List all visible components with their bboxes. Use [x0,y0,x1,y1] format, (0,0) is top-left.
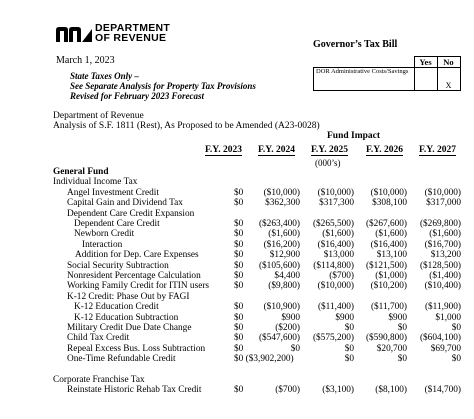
row-value: $0 [344,354,354,365]
row-value: $0 [234,302,244,313]
analysis-notes [70,71,256,101]
table-row [0,250,474,260]
row-value: $900 [281,312,300,323]
row-value: ($121,500) [365,260,407,271]
row-value: $0 [234,385,244,396]
row-value: ($265,500) [312,219,354,229]
row-label: Capital Gain and Dividend Tax [67,198,183,209]
fy-column-header: F.Y. 2025 [311,145,349,155]
row-value: $0 [397,354,407,365]
row-label: Repeal Excess Bus. Loss Subtraction [67,343,206,354]
table-row [0,302,474,312]
row-value: $0 [344,343,354,354]
row-value: ($10,000) [317,187,354,198]
row-value: ($16,200) [263,239,300,250]
row-label: Dependent Care Credit Expansion [67,208,195,219]
logo-line-2: OF REVENUE [95,32,167,44]
table-row [0,281,474,291]
table-row [0,219,474,229]
row-label: Nonresident Percentage Calculation [67,271,201,281]
mn-logo-mark-icon [56,27,92,42]
table-row [0,313,474,323]
row-value: $13,200 [430,250,461,261]
row-label: One-Time Refundable Credit [67,354,176,365]
table-row [0,271,474,281]
row-label: Newborn Credit [74,229,135,240]
row-value: ($10,200) [370,281,407,292]
dor-admin-costs-table [313,56,461,91]
row-value: $0 [234,343,244,354]
row-label: Dependent Care Credit [74,219,160,229]
row-value: ($8,100) [375,385,407,396]
row-value: $1,000 [435,312,461,323]
row-label: Reinstate Historic Rehab Tax Credit [67,385,202,396]
row-value: $317,300 [319,198,354,209]
row-value: $0 [234,198,244,209]
yes-value [414,68,437,91]
table-row [0,198,474,208]
row-value: $0 [234,271,244,281]
row-value: ($10,400) [424,281,461,292]
row-value: ($16,400) [370,239,407,250]
fy-column-header: F.Y. 2023 [205,145,243,155]
row-value: ($1,000) [375,271,407,281]
row-value: $362,300 [265,198,300,209]
row-value: $12,900 [269,250,300,261]
table-row [0,229,474,239]
table-row [0,365,474,375]
table-row [0,333,474,343]
table-row [0,385,474,395]
row-value: $0 [397,323,407,333]
row-label: Social Security Subtraction [67,260,169,271]
row-value: ($10,000) [317,281,354,292]
table-row [0,375,474,385]
row-value: ($547,600) [258,333,300,344]
row-value: ($1,400) [429,271,461,281]
row-value: $0 [234,187,244,198]
row-value: ($590,800) [365,333,407,344]
row-label: Military Credit Due Date Change [67,323,192,333]
row-value: $4,400 [274,271,300,281]
fy-column-header: F.Y. 2026 [366,145,404,155]
row-value: $0 [234,323,244,333]
row-value: $0 [234,219,244,229]
row-value: $0 [451,354,461,365]
row-value: $13,000 [323,250,354,261]
row-value: ($1,600) [322,229,354,240]
row-value: $317,000 [426,198,461,209]
row-value: ($700) [329,271,354,281]
row-value: $0 [344,323,354,333]
row-label: Individual Income Tax [53,177,138,188]
table-row [0,261,474,271]
row-value: ($14,700) [424,385,461,396]
row-value: $0 [234,333,244,344]
row-value: $0 [451,323,461,333]
row-value: ($10,000) [370,187,407,198]
fy-column-header: F.Y. 2024 [258,145,296,155]
row-value: ($1,600) [429,229,461,240]
row-value: $900 [388,312,407,323]
row-value: $0 [290,343,300,354]
table-row [0,209,474,219]
row-value: $0 [234,260,244,271]
logo-wordmark [95,23,170,43]
row-value: ($16,400) [317,239,354,250]
row-label: K-12 Education Subtraction [74,312,179,323]
row-value: $0 [234,250,244,261]
row-value: ($128,500) [419,260,461,271]
table-row [0,323,474,333]
row-value: ($114,800) [313,260,354,271]
row-value: ($700) [275,385,300,396]
row-value: ($200) [275,323,300,333]
no-header: No [437,57,460,68]
row-label: Child Tax Credit [67,333,130,344]
row-value: ($11,400) [317,302,354,313]
row-value: ($575,200) [312,333,354,344]
row-label: Addition for Dep. Care Expenses [75,250,199,261]
row-value: $13,100 [376,250,407,261]
no-value: X [437,68,460,91]
row-value: ($11,700) [370,302,407,313]
row-label: Angel Investment Credit [67,187,159,198]
row-value: ($269,800) [419,219,461,229]
table-row [0,240,474,250]
document-date: March 1, 2023 [56,55,115,66]
source-bill: Analysis of S.F. 1811 (Rest), As Proposed to be Amended (A23-0028) [53,121,320,131]
row-value: ($10,000) [424,187,461,198]
row-value: $0 ($3,902,200) [234,354,294,365]
source-agency: Department of Revenue [53,111,144,121]
table-row [0,177,474,187]
note-line-1: State Taxes Only – [70,71,139,81]
row-value: ($3,100) [322,385,354,396]
row-value: $0 [234,229,244,240]
row-value: ($604,100) [419,333,461,344]
row-value: ($10,900) [263,302,300,313]
row-label: K-12 Education Credit [74,302,159,313]
row-value: $308,100 [372,198,407,209]
row-label: General Fund [53,167,109,177]
row-value: ($1,600) [268,229,300,240]
row-label: Corporate Franchise Tax [53,375,145,385]
row-label: Interaction [82,239,123,250]
row-value: ($263,400) [258,219,300,229]
table-row [0,344,474,354]
note-line-2: See Separate Analysis for Property Tax Provisions [70,81,256,91]
row-value: $20,700 [376,343,407,354]
logo-line-1: DEPARTMENT [95,22,171,34]
source-block [53,111,320,131]
row-value: ($10,000) [263,187,300,198]
row-value: $0 [234,239,244,250]
row-value: ($105,600) [258,260,300,271]
row-value: ($9,800) [268,281,300,292]
row-value: ($11,900) [424,302,461,313]
table-row [0,167,474,177]
note-line-3: Revised for February 2023 Forecast [70,91,204,101]
row-value: $0 [234,312,244,323]
table-row [0,354,474,364]
row-value: ($1,600) [375,229,407,240]
row-value: $0 [234,281,244,292]
row-value: $69,700 [430,343,461,354]
document-title: Governor’s Tax Bill [313,39,398,50]
row-value: ($16,700) [424,239,461,250]
table-row [0,292,474,302]
fy-column-header: F.Y. 2027 [419,145,457,155]
row-label: Working Family Credit for ITIN users [67,281,210,292]
units-label: (000’s) [315,158,341,168]
row-value: $900 [335,312,354,323]
table-row [0,188,474,198]
row-value: ($267,600) [365,219,407,229]
row-label: K-12 Credit: Phase Out by FAGI [67,291,190,302]
fund-impact-heading: Fund Impact [327,131,381,141]
yes-header: Yes [414,57,437,68]
dor-admin-costs-label: DOR Administrative Costs/Savings [314,68,415,91]
